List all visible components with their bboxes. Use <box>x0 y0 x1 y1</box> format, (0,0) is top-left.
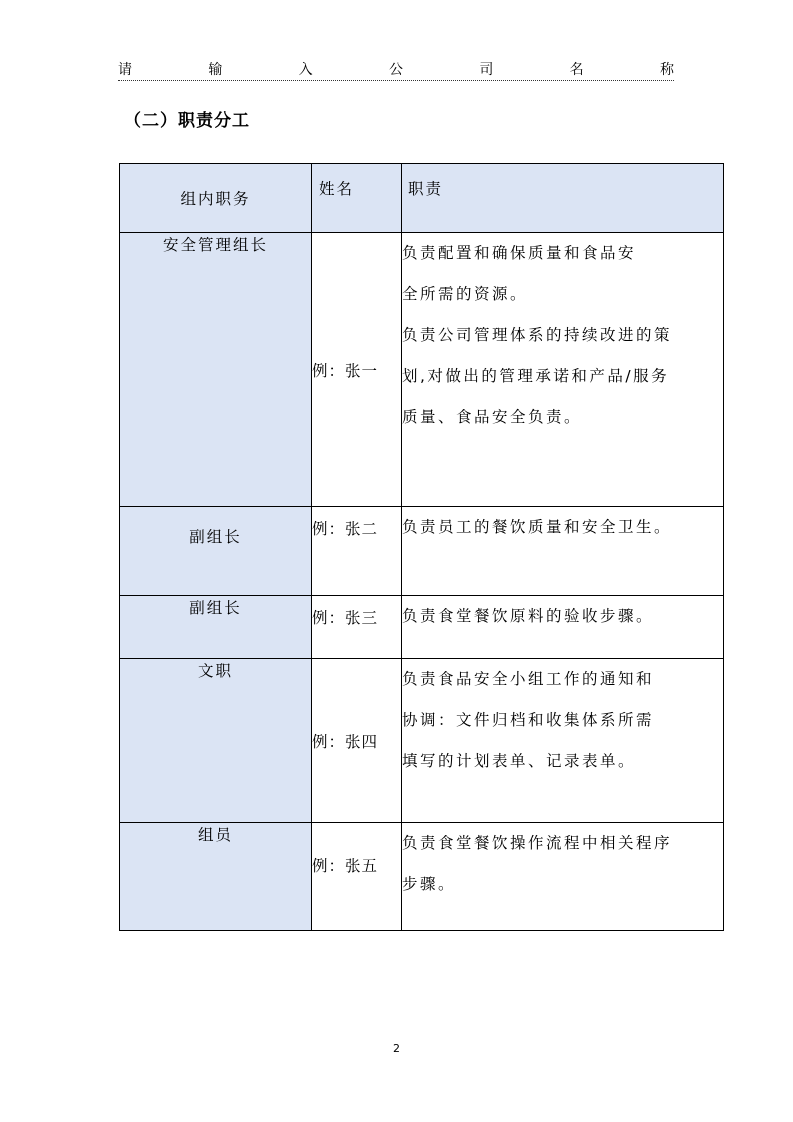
duty-line: 负责食品安全小组工作的通知和 <box>402 670 655 688</box>
header-duty: 职责 <box>402 164 724 233</box>
name-cell: 例：张二 <box>312 507 402 596</box>
duties-table <box>119 163 724 931</box>
name-cell: 例：张一 <box>312 233 402 507</box>
header-char: 司 <box>479 62 494 78</box>
role-cell: 组员 <box>120 823 312 931</box>
duty-line: 负责员工的餐饮质量和安全卫生。 <box>402 518 673 536</box>
company-name-header <box>118 58 674 81</box>
section-title: （二）职责分工 <box>124 111 250 131</box>
duty-line: 划,对做出的管理承诺和产品/服务 <box>402 367 670 385</box>
name-cell: 例：张三 <box>312 596 402 659</box>
header-char: 入 <box>298 62 313 78</box>
table-row <box>120 823 724 931</box>
duty-cell <box>402 823 724 931</box>
header-name: 姓名 <box>312 164 402 233</box>
duty-cell <box>402 596 724 659</box>
duty-cell <box>402 659 724 823</box>
duty-line: 质量、食品安全负责。 <box>402 408 583 426</box>
header-char: 名 <box>569 62 584 78</box>
header-char: 输 <box>208 62 223 78</box>
duty-line: 负责食堂餐饮操作流程中相关程序 <box>402 834 673 852</box>
duty-line: 负责食堂餐饮原料的验收步骤。 <box>402 607 655 625</box>
duty-line: 步骤。 <box>402 875 457 893</box>
duty-cell <box>402 233 724 507</box>
duty-line: 填写的计划表单、记录表单。 <box>402 752 637 770</box>
role-cell: 副组长 <box>120 507 312 596</box>
page-number: 2 <box>393 1042 400 1055</box>
name-cell: 例：张四 <box>312 659 402 823</box>
role-cell: 文职 <box>120 659 312 823</box>
duty-cell <box>402 507 724 596</box>
role-cell: 副组长 <box>120 596 312 659</box>
header-char: 请 <box>118 62 132 78</box>
header-char: 称 <box>659 62 674 78</box>
table-row <box>120 596 724 659</box>
name-cell: 例：张五 <box>312 823 402 931</box>
duty-line: 协调：文件归档和收集体系所需 <box>402 711 655 729</box>
duty-line: 负责配置和确保质量和食品安 <box>402 244 637 262</box>
duty-line: 负责公司管理体系的持续改进的策 <box>402 326 673 344</box>
table-row <box>120 659 724 823</box>
duty-line: 全所需的资源。 <box>402 285 529 303</box>
header-char: 公 <box>388 62 403 78</box>
header-role: 组内职务 <box>120 164 312 233</box>
table-row <box>120 233 724 507</box>
role-cell: 安全管理组长 <box>120 233 312 507</box>
table-row <box>120 507 724 596</box>
table-header-row <box>120 164 724 233</box>
